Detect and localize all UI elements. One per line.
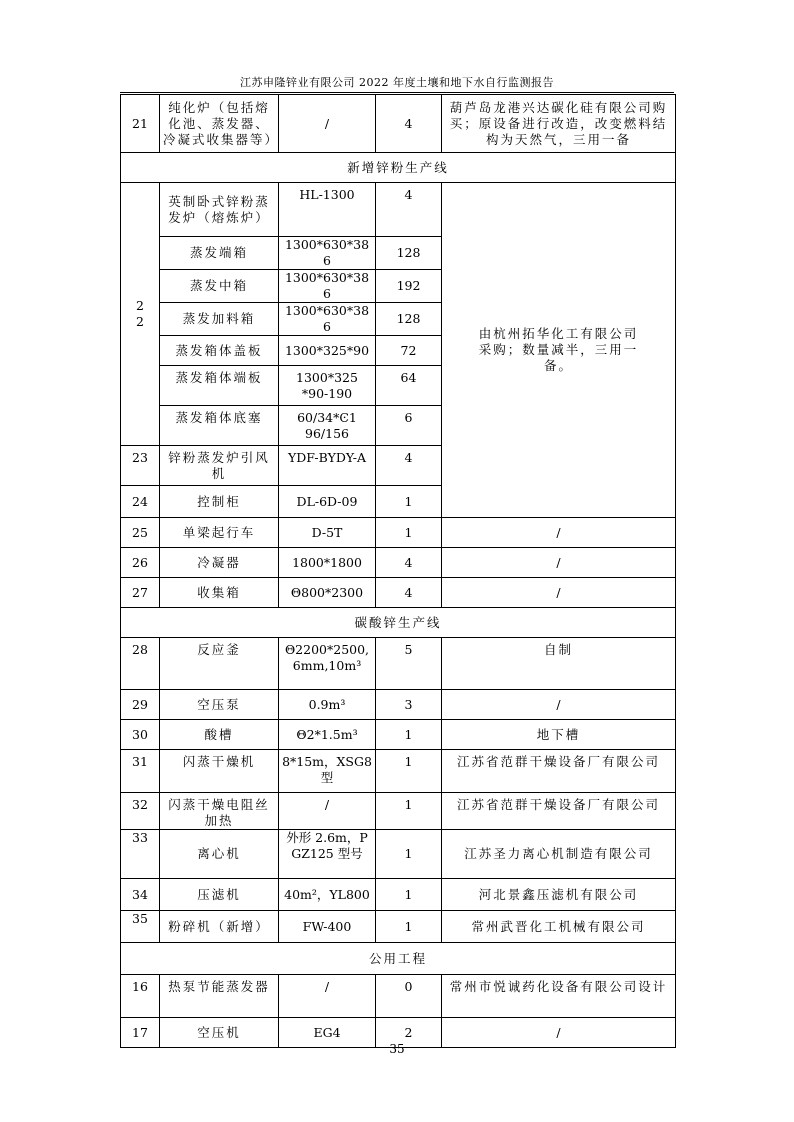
equipment-spec: Θ800*2300 [279,578,376,608]
equipment-name: 单梁起行车 [160,518,279,548]
section-row [121,608,676,638]
equipment-note: / [442,518,676,548]
equipment-spec: YDF-BYDY-A [279,446,376,486]
equipment-note: 河北景鑫压滤机有限公司 [442,879,676,911]
equipment-note: / [442,1018,676,1048]
equipment-spec: 40m²，YL800 [279,879,376,911]
equipment-note: 地下槽 [442,720,676,750]
equipment-note: / [442,578,676,608]
row-number: 30 [121,720,160,750]
equipment-spec: D-5T [279,518,376,548]
row-number: 32 [121,793,160,830]
equipment-note: 江苏省范群干燥设备厂有限公司 [442,793,676,830]
row-number: 23 [121,446,160,486]
equipment-qty: 6 [376,406,442,446]
equipment-spec: DL-6D-09 [279,486,376,518]
equipment-qty: 4 [376,578,442,608]
row-number: 33 [121,830,160,879]
equipment-note: 常州武晋化工机械有限公司 [442,911,676,943]
equipment-name: 冷凝器 [160,548,279,578]
row-number: 24 [121,486,160,518]
equipment-qty: 0 [376,975,442,1018]
row-number: 35 [121,911,160,943]
table-row [121,793,676,830]
row-number: 34 [121,879,160,911]
equipment-qty: 1 [376,750,442,793]
equipment-spec: / [279,793,376,830]
equipment-name: 离心机 [160,830,279,879]
equipment-spec: FW-400 [279,911,376,943]
equipment-name: 粉碎机（新增） [160,911,279,943]
equipment-spec: 外形 2.6m，PGZ125 型号 [279,830,376,879]
equipment-qty: 64 [376,366,442,406]
equipment-name: 纯化炉（包括熔化池、蒸发器、冷凝式收集器等） [160,95,279,153]
row-number: 21 [121,95,160,153]
spec-text: Θ2200*2500, 6mm,10m³ [284,642,370,673]
equipment-spec: EG4 [279,1018,376,1048]
row-number: 31 [121,750,160,793]
section-row [121,153,676,183]
page-header-title: 江苏申隆锌业有限公司 2022 年度土壤和地下水自行监测报告 [240,76,554,89]
equipment-qty: 4 [376,548,442,578]
equipment-spec: 8*15m，XSG8型 [279,750,376,793]
table-row [121,879,676,911]
equipment-note: 自制 [442,638,676,690]
equipment-name: 空压机 [160,1018,279,1048]
table-row [121,183,676,237]
table-row [121,518,676,548]
equipment-name: 收集箱 [160,578,279,608]
table-row [121,720,676,750]
row-number: 22 [121,183,160,446]
equipment-qty: 4 [376,446,442,486]
equipment-qty: 4 [376,95,442,153]
equipment-name: 热泵节能蒸发器 [160,975,279,1018]
equipment-name: 蒸发箱体盖板 [160,336,279,366]
equipment-spec: 60/34*Ͼ196/156 [279,406,376,446]
equipment-note: 葫芦岛龙港兴达碳化硅有限公司购买；原设备进行改造，改变燃料结构为天然气，三用一备 [442,95,676,153]
section-row [121,943,676,975]
equipment-qty: 1 [376,830,442,879]
equipment-name: 酸槽 [160,720,279,750]
equipment-note: / [442,690,676,720]
row-number: 26 [121,548,160,578]
equipment-spec: 1300*325*90-190 [279,366,376,406]
equipment-name: 闪蒸干燥机 [160,750,279,793]
equipment-spec: HL-1300 [279,183,376,237]
equipment-name: 蒸发加料箱 [160,303,279,336]
equipment-name: 蒸发中箱 [160,270,279,303]
row-number: 27 [121,578,160,608]
equipment-name: 压滤机 [160,879,279,911]
equipment-note: 江苏省范群干燥设备厂有限公司 [442,750,676,793]
equipment-name: 蒸发端箱 [160,237,279,270]
equipment-name: 锌粉蒸发炉引风机 [160,446,279,486]
equipment-qty: 1 [376,879,442,911]
equipment-note: 江苏圣力离心机制造有限公司 [442,830,676,879]
table-row [121,578,676,608]
table-row [121,911,676,943]
page-number: 35 [389,1042,405,1056]
equipment-qty: 128 [376,237,442,270]
equipment-qty: 192 [376,270,442,303]
equipment-name: 闪蒸干燥电阻丝加热 [160,793,279,830]
row-number: 16 [121,975,160,1018]
equipment-spec: 0.9m³ [279,690,376,720]
equipment-qty: 128 [376,303,442,336]
equipment-spec: Θ2*1.5m³ [279,720,376,750]
row-number: 29 [121,690,160,720]
section-title: 公用工程 [121,943,676,975]
equipment-qty: 1 [376,518,442,548]
equipment-note: 由杭州拓华化工有限公司采购；数量减半，三用一备。 [442,183,676,518]
row-number: 25 [121,518,160,548]
section-title: 碳酸锌生产线 [121,608,676,638]
equipment-qty: 1 [376,486,442,518]
equipment-spec: 1300*630*386 [279,270,376,303]
equipment-qty: 5 [376,638,442,690]
equipment-qty: 2 [376,1018,442,1048]
table-row [121,95,676,153]
equipment-spec: 1800*1800 [279,548,376,578]
equipment-spec: 1300*630*386 [279,303,376,336]
header-rule [120,92,674,93]
equipment-name: 蒸发箱体底塞 [160,406,279,446]
equipment-note: 常州市悦诚药化设备有限公司设计 [442,975,676,1018]
equipment-spec [279,638,376,690]
table-row [121,548,676,578]
equipment-spec: / [279,95,376,153]
equipment-qty: 1 [376,911,442,943]
equipment-name: 反应釜 [160,638,279,690]
table-row [121,690,676,720]
equipment-spec: 1300*325*90 [279,336,376,366]
row-number: 17 [121,1018,160,1048]
equipment-qty: 4 [376,183,442,237]
equipment-table [120,94,676,1048]
equipment-spec: / [279,975,376,1018]
equipment-name: 蒸发箱体端板 [160,366,279,406]
equipment-qty: 72 [376,336,442,366]
table-row [121,975,676,1018]
table-row [121,830,676,879]
equipment-spec: 1300*630*386 [279,237,376,270]
table-row [121,638,676,690]
row-number: 28 [121,638,160,690]
equipment-qty: 1 [376,793,442,830]
equipment-qty: 1 [376,720,442,750]
equipment-name: 控制柜 [160,486,279,518]
equipment-note: / [442,548,676,578]
equipment-name: 空压泵 [160,690,279,720]
equipment-name: 英制卧式锌粉蒸发炉（熔炼炉） [160,183,279,237]
section-title: 新增锌粉生产线 [121,153,676,183]
table-row [121,750,676,793]
equipment-qty: 3 [376,690,442,720]
